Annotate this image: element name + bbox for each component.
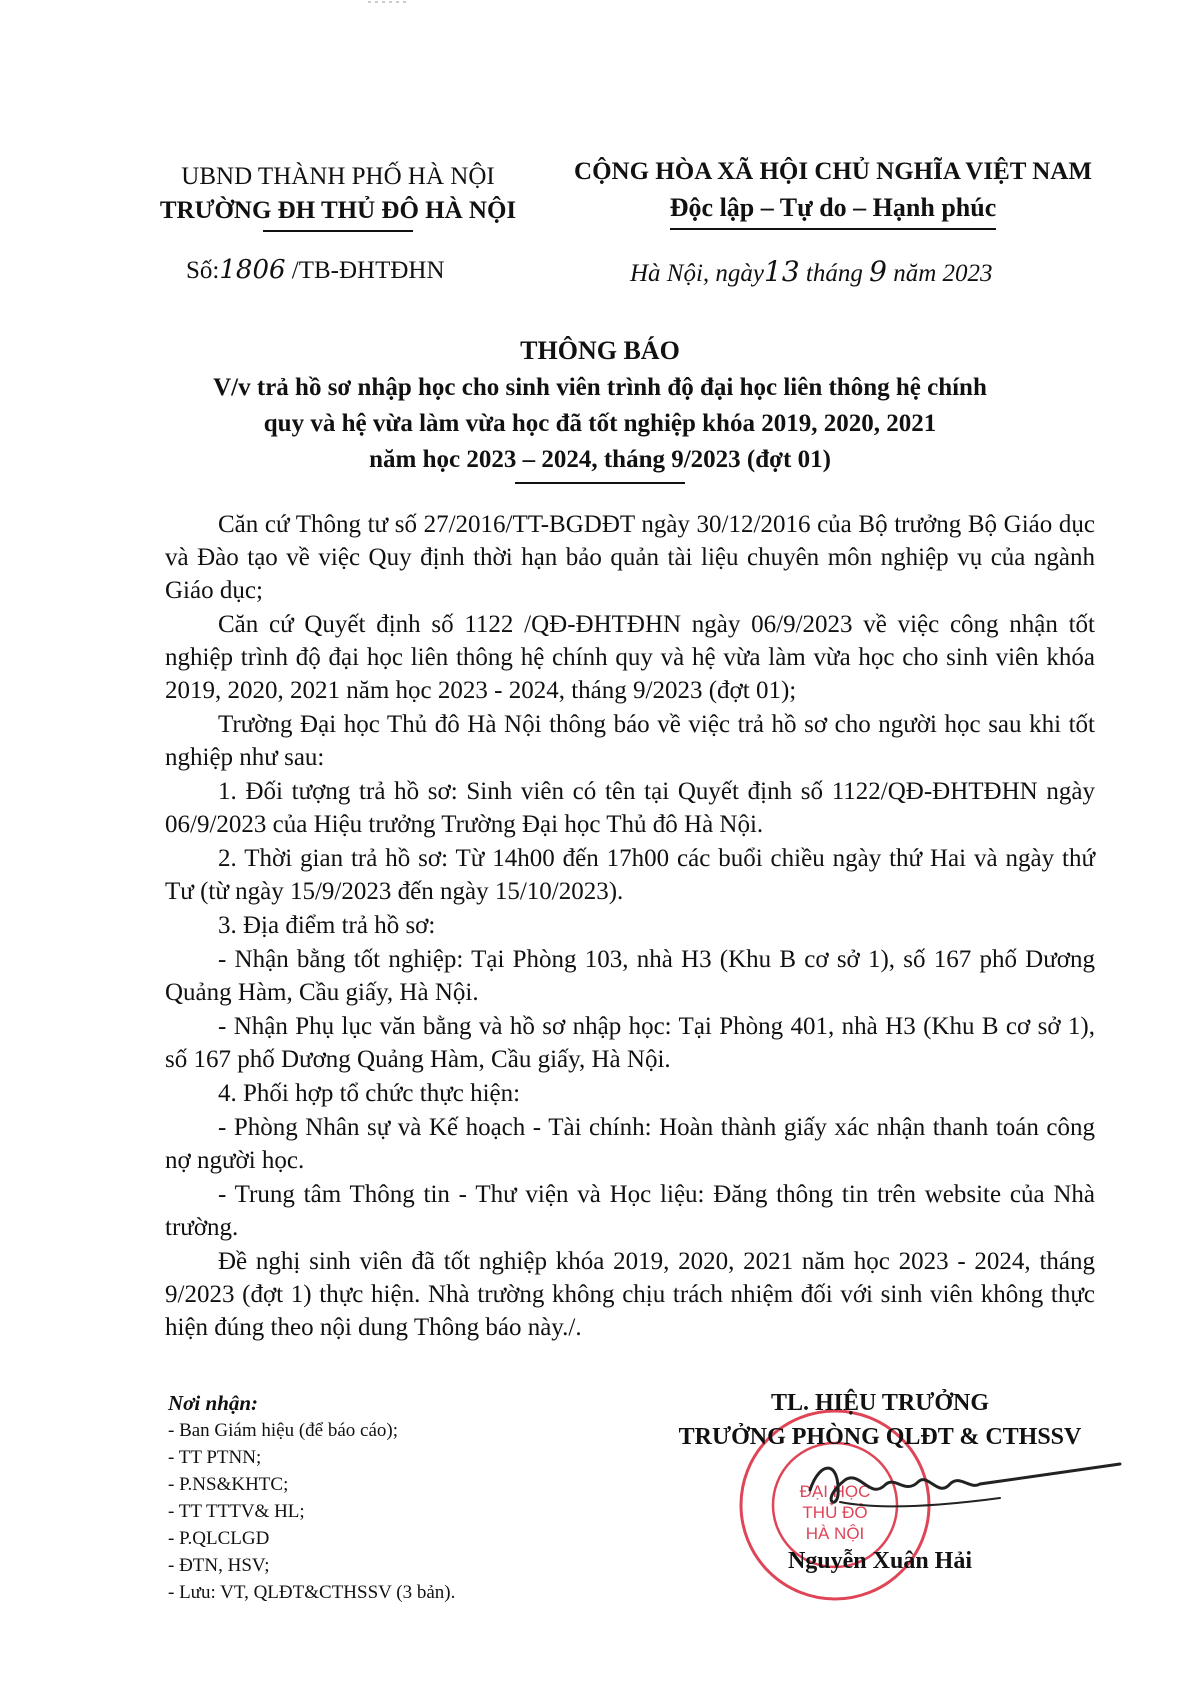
recipient-item: - Lưu: VT, QLĐT&CTHSSV (3 bản). — [168, 1582, 456, 1603]
reference-prefix: Số: — [186, 257, 220, 284]
notice-title: THÔNG BÁO — [520, 336, 680, 365]
body-paragraph: 4. Phối hợp tổ chức thực hiện: — [218, 1080, 521, 1107]
recipient-item: - Ban Giám hiệu (để báo cáo); — [168, 1420, 399, 1441]
reference-suffix: /TB-ĐHTĐHN — [285, 257, 445, 284]
recipients-title: Nơi nhận: — [168, 1391, 259, 1415]
recipient-item: - P.QLCLGD — [168, 1528, 270, 1549]
handwritten-signature-icon — [800, 1440, 1130, 1530]
recipient-item: - ĐTN, HSV; — [168, 1555, 270, 1576]
national-title: CỘNG HÒA XÃ HỘI CHỦ NGHĨA VIỆT NAM — [574, 158, 1092, 185]
notice-subject-line-3: năm học 2023 – 2024, tháng 9/2023 (đợt 01) — [369, 446, 831, 473]
issuer-name: TRƯỜNG ĐH THỦ ĐÔ HÀ NỘI — [159, 197, 517, 224]
body-paragraph: Căn cứ Quyết định số 1122 /QĐ-ĐHTĐHN ngày 06/9/2023 về việc công nhận tốt nghiệp trình độ đại học liên thông hệ chính quy và hệ vừa làm vừa học cho sinh viên khóa 2019, 2020, 2021 năm học 2023 - 2024, tháng 9/2023 (đợt 01); — [165, 611, 1095, 704]
signer-name: Nguyễn Xuân Hải — [787, 1548, 973, 1574]
date-line — [630, 255, 993, 288]
body-paragraph: Đề nghị sinh viên đã tốt nghiệp khóa 2019, 2020, 2021 năm học 2023 - 2024, tháng 9/2023 (đợt 1) thực hiện. Nhà trường không chịu trách nhiệm đối với sinh viên không thực hiện đúng theo nội dung Thông báo này./. — [165, 1248, 1095, 1341]
notice-body — [165, 508, 1095, 1345]
body-paragraph: - Nhận bằng tốt nghiệp: Tại Phòng 103, nhà H3 (Khu B cơ sở 1), số 167 phố Dương Quảng Hàm, Cầu giấy, Hà Nội. — [165, 946, 1095, 1006]
date-place: Hà Nội, ngày — [630, 260, 765, 287]
body-paragraph: Căn cứ Thông tư số 27/2016/TT-BGDĐT ngày 30/12/2016 của Bộ trưởng Bộ Giáo dục và Đào tạo về việc Quy định thời hạn bảo quản tài liệu chuyên môn nghiệp vụ của ngành Giáo dục; — [165, 511, 1095, 604]
issuer-underline — [263, 230, 413, 232]
signer-title: TRƯỞNG PHÒNG QLĐT & CTHSSV — [678, 1424, 1082, 1450]
notice-title-block — [130, 332, 1070, 484]
national-block — [548, 154, 1118, 230]
body-paragraph: - Phòng Nhân sự và Kế hoạch - Tài chính: Hoàn thành giấy xác nhận thanh toán công nợ người học. — [165, 1114, 1095, 1174]
date-month: 9 — [869, 255, 887, 288]
scan-artifact — [368, 0, 408, 4]
recipient-item: - P.NS&KHTC; — [168, 1474, 289, 1495]
reference-handwritten-number: 1806 — [219, 255, 286, 285]
body-paragraph: - Trung tâm Thông tin - Thư viện và Học liệu: Đăng thông tin trên website của Nhà trường. — [165, 1181, 1095, 1241]
signer-authority: TL. HIỆU TRƯỞNG — [770, 1390, 990, 1416]
national-motto: Độc lập – Tự do – Hạnh phúc — [670, 190, 997, 230]
body-paragraph: - Nhận Phụ lục văn bằng và hồ sơ nhập học: Tại Phòng 401, nhà H3 (Khu B cơ sở 1), số 167 phố Dương Quảng Hàm, Cầu giấy, Hà Nội. — [165, 1013, 1095, 1073]
notice-subject-line-1: V/v trả hồ sơ nhập học cho sinh viên trình độ đại học liên thông hệ chính — [213, 374, 987, 401]
body-paragraph: 3. Địa điểm trả hồ sơ: — [218, 912, 436, 939]
svg-text:THỦ ĐÔ: THỦ ĐÔ — [802, 1503, 868, 1522]
notice-subject-line-2: quy và hệ vừa làm vừa học đã tốt nghiệp khóa 2019, 2020, 2021 — [263, 410, 937, 437]
date-month-label: tháng — [799, 260, 870, 287]
recipient-item: - TT PTNN; — [168, 1447, 262, 1468]
issuer-block — [138, 160, 538, 232]
date-day: 13 — [764, 255, 800, 288]
recipients-block — [168, 1390, 608, 1606]
body-paragraph: Trường Đại học Thủ đô Hà Nội thông báo về việc trả hồ sơ cho người học sau khi tốt nghiệp như sau: — [165, 711, 1095, 771]
body-paragraph: 2. Thời gian trả hồ sơ: Từ 14h00 đến 17h00 các buổi chiều ngày thứ Hai và ngày thứ Tư (từ ngày 15/9/2023 đến ngày 15/10/2023). — [165, 845, 1095, 905]
issuer-parent: UBND THÀNH PHỐ HÀ NỘI — [181, 163, 495, 190]
svg-text:HÀ NỘI: HÀ NỘI — [805, 1524, 865, 1543]
body-paragraph: 1. Đối tượng trả hồ sơ: Sinh viên có tên tại Quyết định số 1122/QĐ-ĐHTĐHN ngày 06/9/2023 của Hiệu trưởng Trường Đại học Thủ đô Hà Nội. — [165, 778, 1095, 838]
reference-number — [186, 255, 445, 285]
recipient-item: - TT TTTV& HL; — [168, 1501, 305, 1522]
title-underline — [515, 482, 685, 484]
svg-text:ĐẠI HỌC: ĐẠI HỌC — [799, 1482, 871, 1501]
date-year: năm 2023 — [886, 260, 993, 287]
